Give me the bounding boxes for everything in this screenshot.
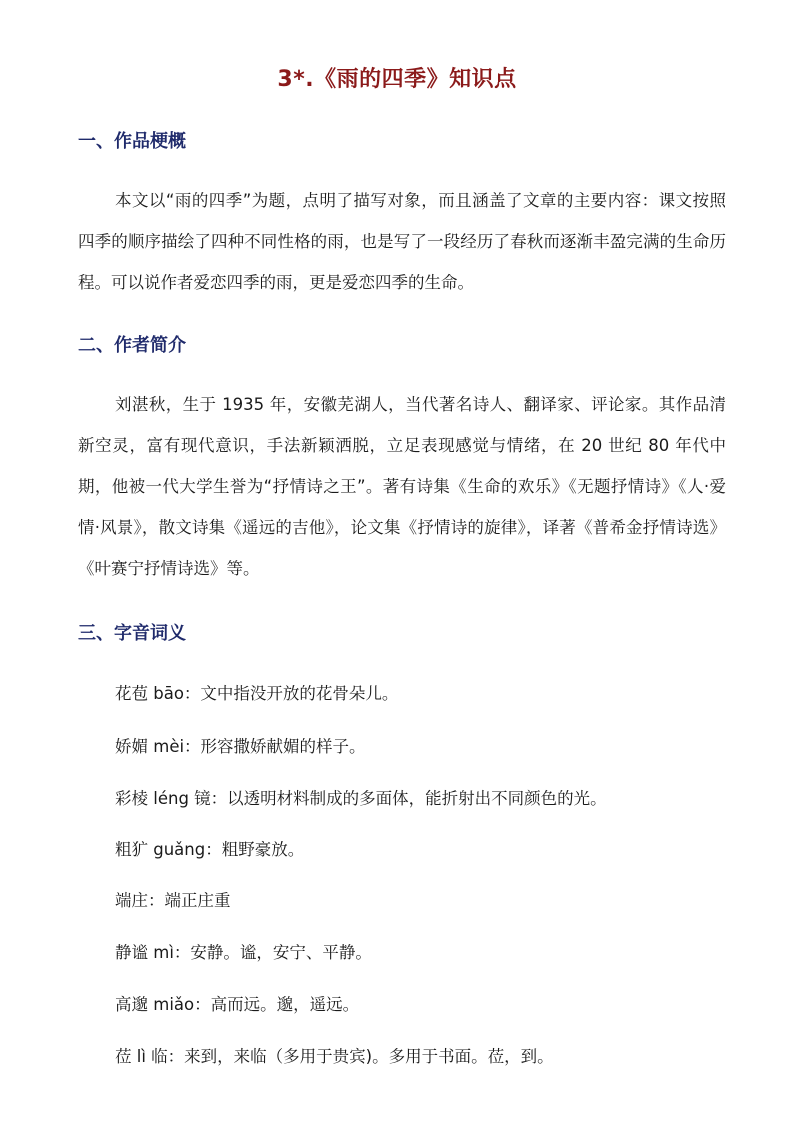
vocab-item: 静谧 mì：安静。谧，安宁、平静。	[115, 943, 372, 962]
vocab-item: 莅 lì 临：来到，来临（多用于贵宾)。多用于书面。莅，到。	[115, 1047, 554, 1066]
summary-paragraph: 本文以“雨的四季”为题，点明了描写对象，而且涵盖了文章的主要内容：课文按照四季的顺序描绘了四种不同性格的雨，也是写了一段经历了春秋而逐渐丰盈完满的生命历程。可以说作者爱恋四季的雨，更是爱恋四季的生命。	[78, 191, 726, 292]
section-heading-vocabulary: 三、字音词义	[78, 623, 186, 644]
vocab-item: 粗犷 guǎng：粗野豪放。	[115, 840, 305, 859]
vocab-item: 彩棱 léng 镜：以透明材料制成的多面体，能折射出不同颜色的光。	[115, 789, 607, 808]
page-title: 3*.《雨的四季》知识点	[277, 67, 517, 92]
section-heading-summary: 一、作品梗概	[78, 131, 186, 152]
vocab-item: 花苞 bāo：文中指没开放的花骨朵儿。	[115, 684, 399, 703]
section-heading-author: 二、作者简介	[78, 335, 186, 356]
vocab-item: 端庄：端正庄重	[115, 891, 231, 910]
author-paragraph: 刘湛秋，生于 1935 年，安徽芜湖人，当代著名诗人、翻译家、评论家。其作品清新空灵，富有现代意识，手法新颖洒脱，立足表现感觉与情绪，在 20 世纪 80 年代中期，他被一代大学生誉为“抒情诗之王”。著有诗集《生命的欢乐》《无题抒情诗》《人·爱情·风景》，散文诗集《遥远的吉他》，论文集《抒情诗的旋律》，译著《普希金抒情诗选》《叶赛宁抒情诗选》等。	[78, 395, 726, 578]
vocab-item: 高邈 miǎo：高而远。邈，遥远。	[115, 995, 360, 1014]
vocab-item: 娇媚 mèi：形容撒娇献媚的样子。	[115, 737, 366, 756]
